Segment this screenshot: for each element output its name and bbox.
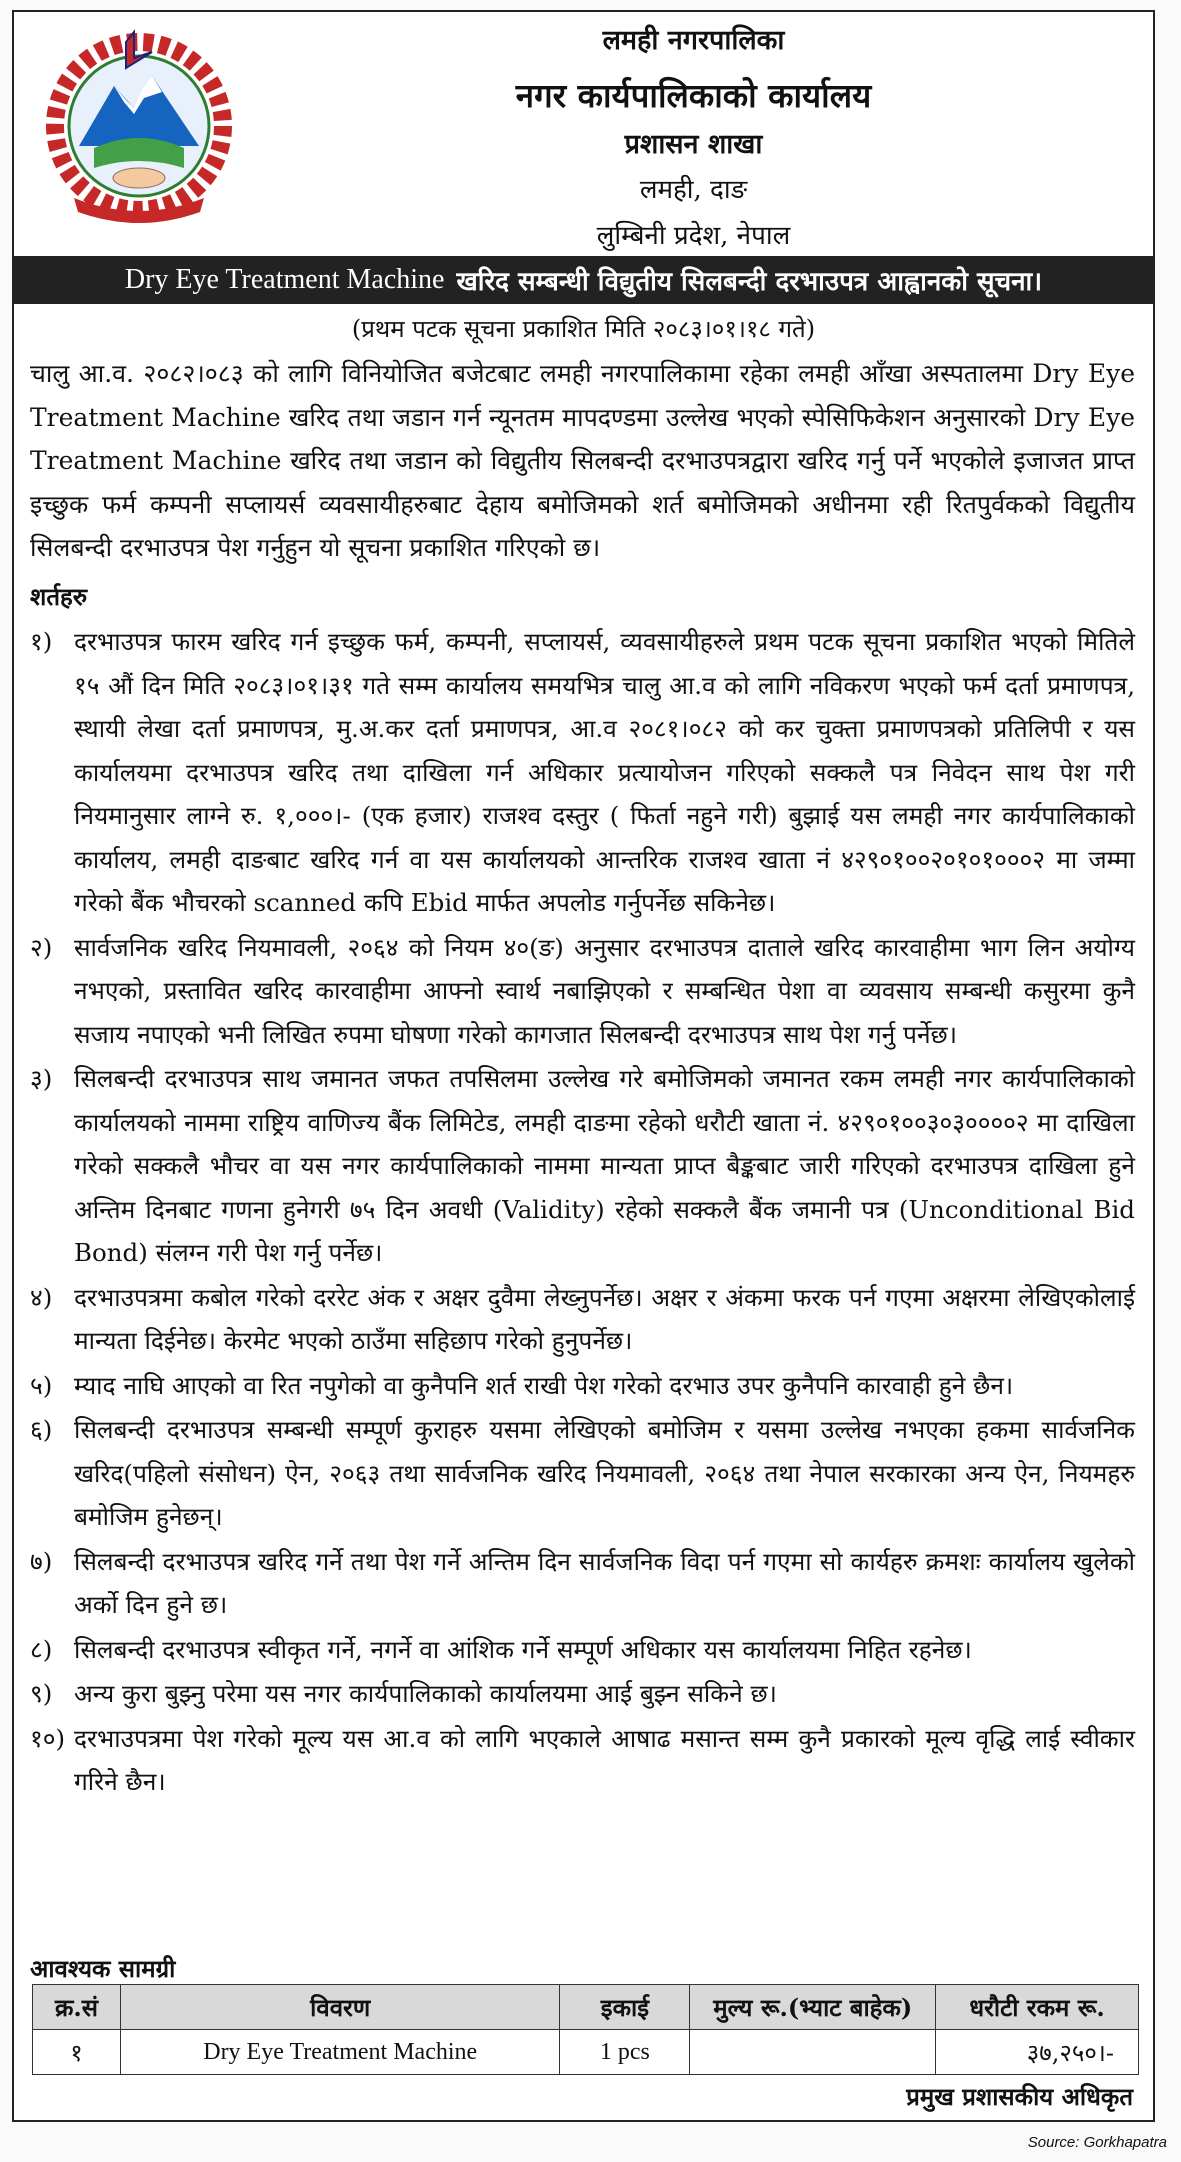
- notice-title-bar: [14, 256, 1153, 304]
- cell-unit: 1 pcs: [560, 2030, 690, 2075]
- cell-description: Dry Eye Treatment Machine: [120, 2030, 560, 2075]
- condition-text: सिलबन्दी दरभाउपत्र खरिद गर्ने तथा पेश गर्ने अन्तिम दिन सार्वजनिक विदा पर्न गएमा सो कार्यहरु क्रमशः कार्यालय खुलेको अर्को दिन हुने छ।: [74, 1546, 1135, 1619]
- condition-text: दरभाउपत्र फारम खरिद गर्न इच्छुक फर्म, कम्पनी, सप्लायर्स, व्यवसायीहरुले प्रथम पटक सूचना प्रकाशित भएको मितिले १५ औं दिन मिति २०८३।०१।३१ गते सम्म कार्यालय समयभित्र चालु आ.व को लागि नविकरण भएको फर्म दर्ता प्रमाणपत्र, स्थायी लेखा दर्ता प्रमाणपत्र, मु.अ.कर दर्ता प्रमाणपत्र, आ.व २०८१।०८२ को कर चुक्ता प्रमाणपत्रको प्रतिलिपी र यस कार्यालयमा दरभाउपत्र खरिद तथा दाखिला गर्न अधिकार प्रत्यायोजन गरिएको सक्कलै पत्र निवेदन साथ पेश गरी नियमानुसार लाग्ने रु. १,०००।- (एक हजार) राजश्व दस्तुर ( फिर्ता नहुने गरी) बुझाई यस लमही नगर कार्यपालिकाको कार्यालय, लमही दाङबाट खरिद गर्न वा यस कार्यालयको आन्तरिक राजश्व खाता नं ४२९०१००२०१०१०००२ मा जम्मा गरेको बैंक भौचरको scanned कपि Ebid मार्फत अपलोड गर्नुपर्नेछ सकिनेछ।: [74, 627, 1136, 917]
- col-header-deposit: धरौटी रकम रू.: [936, 1985, 1139, 2030]
- condition-item: [30, 1364, 1135, 1408]
- notice-title-np: खरिद सम्बन्धी विद्युतीय सिलबन्दी दरभाउपत्र आह्वानको सूचना।: [456, 267, 1043, 297]
- office-name: नगर कार्यपालिकाको कार्यालय: [515, 76, 872, 115]
- condition-text: सिलबन्दी दरभाउपत्र साथ जमानत जफत तपसिलमा उल्लेख गरे बमोजिमको जमानत रकम लमही नगर कार्यपालिकाको कार्यालयको नाममा राष्ट्रिय वाणिज्य बैंक लिमिटेड, लमही दाङमा रहेको धरौटी खाता नं. ४२९०१००३०३००००२ मा दाखिला गरेको सक्कलै भौचर वा यस नगर कार्यपालिकाको नाममा मान्यता प्राप्त बैङ्कबाट जारी गरिएको दरभाउपत्र दाखिला हुने अन्तिम दिनबाट गणना हुनेगरी ७५ दिन अवधी (Validity) रहेको सक्कलै बैंक जमानी पत्र (Unconditional Bid Bond) संलग्न गरी पेश गर्नु पर्नेछ।: [74, 1064, 1135, 1267]
- col-header-description: विवरण: [120, 1985, 560, 2030]
- condition-item: [30, 1540, 1135, 1627]
- cell-price: [690, 2030, 936, 2075]
- conditions-title: शर्तहरु: [30, 582, 88, 611]
- intro-paragraph: चालु आ.व. २०८२।०८३ को लागि विनियोजित बजेटबाट लमही नगरपालिकामा रहेका लमही आँखा अस्पतालमा Dry Eye Treatment Machine खरिद तथा जडान गर्न न्यूनतम मापदण्डमा उल्लेख भएको स्पेसिफिकेशन अनुसारको Dry Eye Treatment Machine खरिद तथा जडान को विद्युतीय सिलबन्दी दरभाउपत्रद्वारा खरिद गर्नु पर्ने भएकोले इजाजत प्राप्त इच्छुक फर्म कम्पनी सप्लायर्स व्यवसायीहरुबाट देहाय बमोजिमको शर्त बमोजिमको अधीनमा रही रितपुर्वकको विद्युतीय सिलबन्दी दरभाउपत्र पेश गर्नुहुन यो सूचना प्रकाशित गरिएको छ।: [30, 359, 1135, 562]
- condition-number: ८): [30, 1634, 53, 1664]
- condition-number: १): [30, 627, 53, 656]
- source-credit: Source: Gorkhapatra: [1027, 2134, 1167, 2151]
- signatory-title: प्रमुख प्रशासकीय अधिकृत: [906, 2082, 1133, 2111]
- condition-number: ९): [30, 1679, 53, 1708]
- condition-number: ४): [30, 1282, 53, 1312]
- condition-number: ६): [30, 1415, 53, 1444]
- conditions-list: [30, 620, 1135, 1805]
- condition-item: [30, 1276, 1135, 1363]
- condition-number: ३): [30, 1064, 53, 1093]
- condition-item: [30, 1717, 1135, 1804]
- condition-number: ५): [30, 1370, 53, 1400]
- condition-text: दरभाउपत्रमा पेश गरेको मूल्य यस आ.व को लागि भएकाले आषाढ मसान्त सम्म कुनै प्रकारको मूल्य वृद्धि लाई स्वीकार गरिने छैन।: [74, 1723, 1135, 1796]
- requirements-table: [32, 1984, 1139, 2075]
- col-header-unit: इकाई: [560, 1985, 690, 2030]
- condition-text: सार्वजनिक खरिद नियमावली, २०६४ को नियम ४०(ङ) अनुसार दरभाउपत्र दाताले खरिद कारवाहीमा भाग लिन अयोग्य नभएको, प्रस्तावित खरिद कारवाहीमा आफ्नो स्वार्थ नबाझिएको र सम्बन्धित पेशा वा व्यवसाय सम्बन्धी कसुरमा कुनै सजाय नपाएको भनी लिखित रुपमा घोषणा गरेको कागजात सिलबन्दी दरभाउपत्र साथ पेश गर्नु पर्नेछ।: [74, 932, 1135, 1049]
- col-header-sn: क्र.सं: [33, 1985, 121, 2030]
- condition-text: दरभाउपत्रमा कबोल गरेको दररेट अंक र अक्षर दुवैमा लेख्नुपर्नेछ। अक्षर र अंकमा फरक पर्न गएमा अक्षरमा लेखिएकोलाई मान्यता दिईनेछ। केरमेट भएको ठाउँमा सहिछाप गरेको हुनुपर्नेछ।: [74, 1282, 1135, 1355]
- first-published-date: (प्रथम पटक सूचना प्रकाशित मिति २०८३।०१।१८ गते): [351, 315, 816, 343]
- condition-item: [30, 1672, 1135, 1716]
- branch-name: प्रशासन शाखा: [624, 129, 763, 160]
- nepal-emblem-icon: [34, 28, 244, 228]
- condition-text: अन्य कुरा बुझ्नु परेमा यस नगर कार्यपालिकाको कार्यालयमा आई बुझ्न सकिने छ।: [74, 1679, 777, 1708]
- province-name: लुम्बिनी प्रदेश, नेपाल: [596, 221, 791, 251]
- city-name: लमही, दाङ: [639, 175, 748, 205]
- condition-number: २): [30, 932, 53, 962]
- condition-item: [30, 1628, 1135, 1672]
- condition-number: १०): [30, 1723, 66, 1753]
- cell-sn: १: [33, 2030, 121, 2075]
- col-header-price: मुल्य रू.(भ्याट बाहेक): [690, 1985, 936, 2030]
- table-header-row: [33, 1985, 1139, 2030]
- municipality-name: लमही नगरपालिका: [602, 25, 785, 56]
- notice-title-en: Dry Eye Treatment Machine: [124, 264, 445, 295]
- condition-number: ७): [30, 1546, 53, 1576]
- condition-item: [30, 926, 1135, 1057]
- condition-text: म्याद नाघि आएको वा रित नपुगेको वा कुनैपनि शर्त राखी पेश गरेको दरभाउ उपर कुनैपनि कारवाही हुने छैन।: [74, 1370, 1014, 1400]
- requirements-title: आवश्यक सामग्री: [30, 1954, 176, 1983]
- condition-item: [30, 1408, 1135, 1539]
- condition-text: सिलबन्दी दरभाउपत्र सम्बन्धी सम्पूर्ण कुराहरु यसमा लेखिएको बमोजिम र यसमा उल्लेख नभएका हकमा सार्वजनिक खरिद(पहिलो संसोधन) ऐन, २०६३ तथा सार्वजनिक खरिद नियमावली, २०६४ तथा नेपाल सरकारका अन्य ऐन, नियमहरु बमोजिम हुनेछन्।: [74, 1415, 1135, 1531]
- table-row: [33, 2030, 1139, 2075]
- condition-item: [30, 1057, 1135, 1275]
- condition-item: [30, 620, 1135, 925]
- notice-frame: [12, 10, 1155, 2122]
- cell-deposit: ३७,२५०।-: [936, 2030, 1139, 2075]
- condition-text: सिलबन्दी दरभाउपत्र स्वीकृत गर्ने, नगर्ने वा आंशिक गर्ने सम्पूर्ण अधिकार यस कार्यालयमा निहित रहनेछ।: [74, 1634, 972, 1664]
